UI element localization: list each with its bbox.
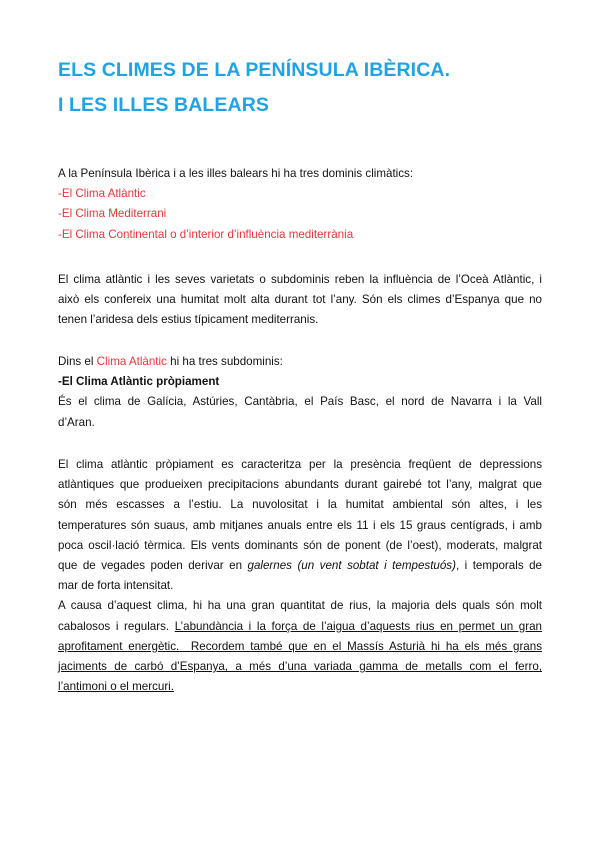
characteristics-line-galernes — [58, 556, 542, 576]
characteristics-line: El clima atlàntic pròpiament es caracteritza per la presència freqüent de depressions — [58, 458, 542, 471]
intro-text: A la Península Ibèrica i a les illes balears hi ha tres dominis climàtics: — [58, 167, 414, 180]
aprofitament-text: aprofitament energètic. — [58, 639, 180, 653]
subdomain-heading: -El Clima Atlàntic pròpiament — [58, 375, 220, 389]
climate-item-continental: -El Clima Continental o d’interior d’influència mediterrània — [58, 227, 354, 241]
rivers-pre: cabalosos i regulars. — [58, 619, 175, 633]
galernes-post: , i temporals de — [455, 559, 542, 573]
subdomains-prefix: Dins el — [58, 355, 97, 368]
characteristics-paragraph — [58, 455, 542, 697]
characteristics-line: atlàntiques que produeixen precipitacions abundants durant gairebé tot l’any, malgrat que — [58, 478, 542, 492]
rivers-underlined: L’abundància i la força de l’aigua d’aquests rius en permet un gran — [174, 619, 542, 633]
intro-paragraph — [58, 164, 542, 245]
climate-item-atlantic: -El Clima Atlàntic — [58, 187, 146, 201]
characteristics-line: són més escasses a l’estiu. La nuvolositat i la humitat ambiental són altes, i les — [58, 498, 542, 512]
characteristics-line: mar de forta intensitat. — [58, 579, 174, 593]
underlined-line-jaciments: jaciments de carbó d’Espanya, a més d’una variada gamma de metalls com el ferro, — [58, 660, 542, 674]
subdomains-intro — [58, 352, 542, 372]
rivers-line: A causa d’aquest clima, hi ha una gran quantitat de rius, la majoria dels quals són molt — [58, 599, 542, 613]
subdomains-suffix: hi ha tres subdominis: — [166, 355, 283, 368]
title-line-2: I LES ILLES BALEARS — [58, 94, 270, 116]
subdomain-description-line: És el clima de Galícia, Astúries, Cantàbria, el País Basc, el nord de Navarra i la Vall — [58, 395, 542, 409]
characteristics-line: poca oscil·lació tèrmica. Els vents dominants són de ponent (de l’oest), moderats, malgrat — [58, 538, 542, 552]
underlined-line-aprofitament — [58, 637, 542, 657]
atlantic-intro-line: això els confereix una humitat molt alta durant tot l’any. Són els climes d’Espanya que no — [58, 293, 542, 307]
climate-item-mediterranean: -El Clima Mediterrani — [58, 207, 167, 221]
atlantic-intro-line: El clima atlàntic i les seves varietats o subdominis reben la influència de l’Oceà Atlàntic, i — [58, 273, 542, 286]
galernes-italic: galernes (un vent sobtat i tempestuós) — [247, 559, 456, 573]
rivers-line-2 — [58, 617, 542, 637]
underlined-line-antimoni: l’antimoni o el mercuri. — [58, 680, 174, 694]
characteristics-line: temperatures són suaus, amb mitjanes anuals entre els 11 i els 15 graus centígrads, i amb — [58, 518, 542, 532]
clima-atlantic-highlight: Clima Atlàntic — [96, 355, 167, 368]
subdomains-paragraph — [58, 352, 542, 433]
galernes-pre: que de vegades poden derivar en — [58, 559, 248, 573]
subdomain-description-line: d’Aran. — [58, 415, 95, 429]
title-line-1: ELS CLIMES DE LA PENÍNSULA IBÈRICA. — [58, 59, 451, 81]
atlantic-intro-paragraph — [58, 270, 542, 331]
massis-text: Recordem també que en el Massís Asturià hi ha els més grans — [190, 639, 542, 653]
atlantic-intro-line: tenen l’aridesa dels estius típicament mediterranis. — [58, 313, 319, 327]
